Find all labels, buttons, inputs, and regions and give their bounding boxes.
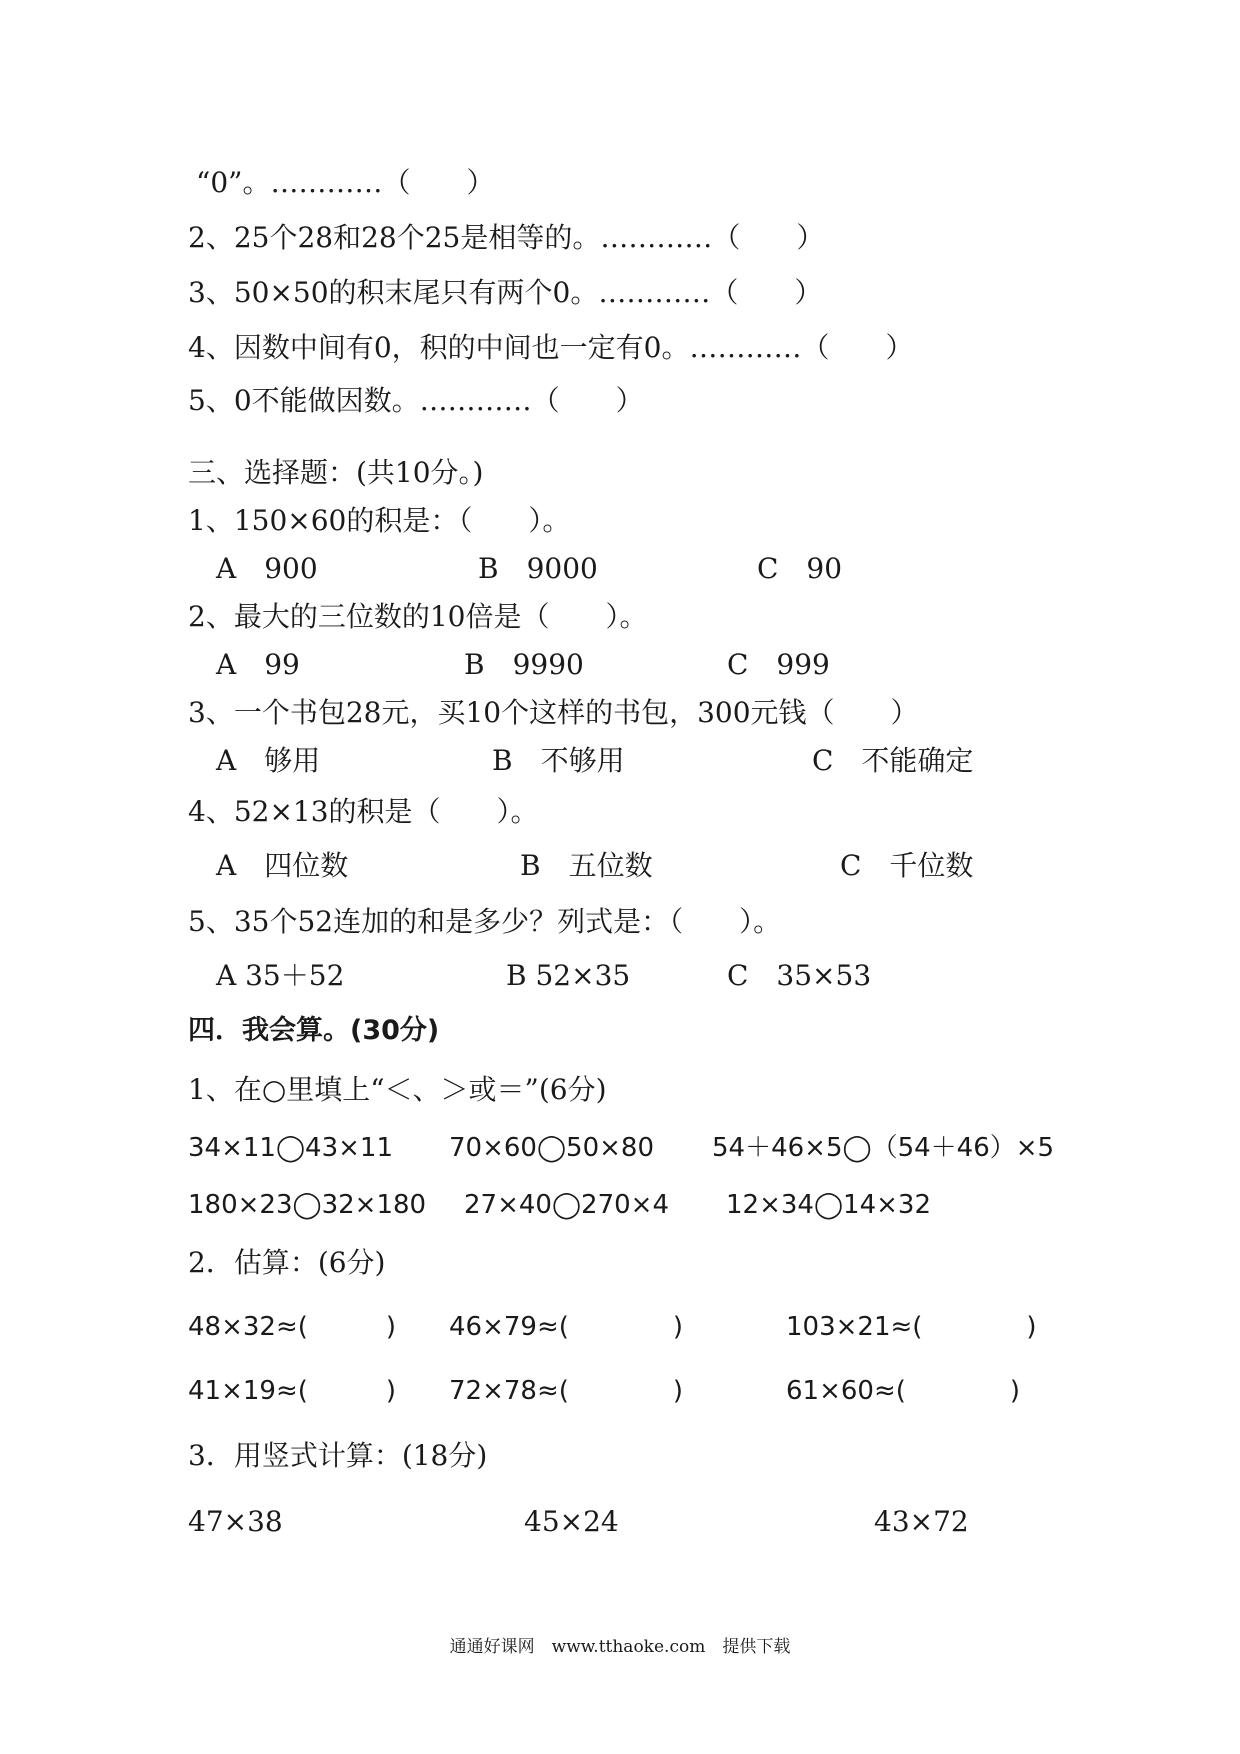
choice-q4-option-a: A 四位数 (216, 849, 349, 882)
compare-item-2: 70×60◯50×80 (449, 1133, 655, 1163)
choice-heading: 三、选择题：(共10分。) (188, 456, 484, 489)
estimate-item-3: 103×21≈( ) (786, 1312, 1037, 1342)
vertical-item-1: 47×38 (188, 1505, 283, 1538)
estimate-item-2: 46×79≈( ) (449, 1312, 684, 1342)
estimate-item-1: 48×32≈( ) (188, 1312, 397, 1342)
choice-q3-option-b: B 不够用 (492, 744, 625, 777)
vertical-item-3: 43×72 (874, 1505, 969, 1538)
choice-q2: 2、最大的三位数的10倍是（ ）。 (188, 600, 648, 633)
estimate-item-4: 41×19≈( ) (188, 1376, 397, 1406)
compare-item-1: 34×11◯43×11 (188, 1133, 394, 1163)
choice-q1-option-c: C 90 (757, 552, 843, 585)
judge-line-3: 3、50×50的积末尾只有两个0。…………（ ） (188, 276, 823, 309)
choice-q5-option-a: A 35＋52 (216, 959, 345, 992)
vertical-item-2: 45×24 (524, 1505, 619, 1538)
compare-item-5: 27×40◯270×4 (464, 1190, 670, 1220)
compare-title: 1、在○里填上“＜、＞或＝”(6分) (188, 1073, 607, 1106)
choice-q3-option-c: C 不能确定 (812, 744, 974, 777)
estimate-title: 2．估算：(6分) (188, 1246, 386, 1279)
choice-q3-option-a: A 够用 (216, 744, 321, 777)
choice-q1-option-a: A 900 (216, 552, 318, 585)
choice-q4-option-b: B 五位数 (520, 849, 653, 882)
judge-line-1: “0”。…………（ ） (196, 166, 495, 199)
vertical-title: 3．用竖式计算：(18分) (188, 1439, 488, 1472)
compare-item-4: 180×23◯32×180 (188, 1190, 427, 1220)
compare-item-3: 54＋46×5◯（54＋46）×5 (712, 1133, 1055, 1163)
choice-q1-option-b: B 9000 (478, 552, 598, 585)
judge-line-2: 2、25个28和28个25是相等的。…………（ ） (188, 221, 825, 254)
judge-line-5: 5、0不能做因数。…………（ ） (188, 384, 644, 417)
choice-q4: 4、52×13的积是（ ）。 (188, 795, 539, 828)
choice-q2-option-a: A 99 (216, 648, 300, 681)
choice-q2-option-c: C 999 (727, 648, 830, 681)
choice-q1: 1、150×60的积是：（ ）。 (188, 504, 571, 537)
estimate-item-6: 61×60≈( ) (786, 1376, 1021, 1406)
choice-q2-option-b: B 9990 (464, 648, 584, 681)
choice-q5: 5、35个52连加的和是多少？列式是：（ ）。 (188, 905, 782, 938)
compare-item-6: 12×34◯14×32 (726, 1190, 932, 1220)
calc-heading: 四．我会算。(30分) (188, 1015, 440, 1046)
choice-q5-option-c: C 35×53 (727, 959, 872, 992)
choice-q5-option-b: B 52×35 (506, 959, 631, 992)
footer-credit: 通通好课网 www.tthaoke.com 提供下载 (449, 1637, 791, 1657)
choice-q4-option-c: C 千位数 (840, 849, 974, 882)
estimate-item-5: 72×78≈( ) (449, 1376, 684, 1406)
judge-line-4: 4、因数中间有0，积的中间也一定有0。…………（ ） (188, 331, 914, 364)
choice-q3: 3、一个书包28元，买10个这样的书包，300元钱（ ） (188, 696, 919, 729)
